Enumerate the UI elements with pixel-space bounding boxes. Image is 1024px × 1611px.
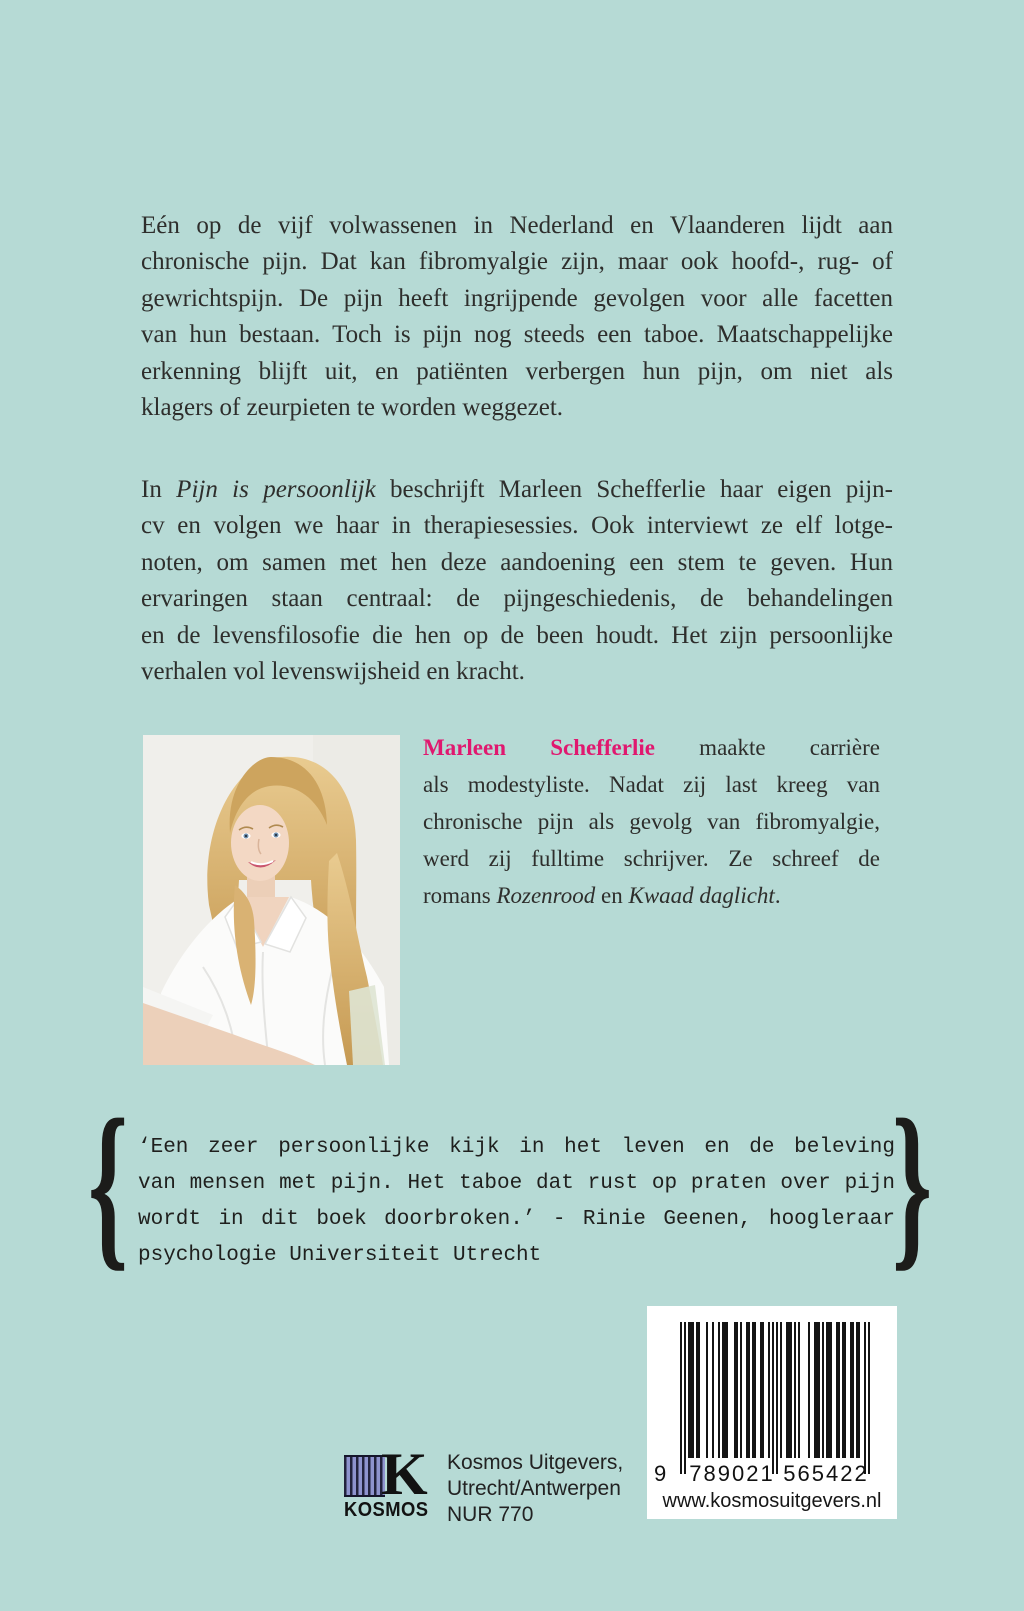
synopsis-line: ervaringen staan centraal: de pijngeschiedenis, de behandelingen [141, 585, 893, 613]
kosmos-logo-letter: K [381, 1441, 428, 1507]
synopsis-line: cv en volgen we haar in therapiesessies. Ook interviewt ze elf lotge- [141, 512, 893, 540]
synopsis-line: gewrichtspijn. De pijn heeft ingrijpende gevolgen voor alle facetten [141, 284, 893, 312]
novel-title-italic: Rozenrood [496, 882, 596, 908]
synopsis-line: en de levensfilosofie die hen op de been houdt. Het zijn persoonlijke [141, 621, 893, 649]
ean-barcode-icon [680, 1322, 870, 1474]
isbn-digit-group: 9 [654, 1461, 667, 1486]
text-segment: In [141, 476, 177, 503]
right-curly-brace: } [892, 1082, 933, 1287]
kosmos-stripes-icon [344, 1455, 385, 1497]
quote-line: van mensen met pijn. Het taboe dat rust op praten over pijn [138, 1172, 895, 1195]
author-photo [143, 735, 400, 1065]
kosmos-logo-wordmark: KOSMOS [344, 1499, 429, 1521]
publisher-info-line: Utrecht/Antwerpen [447, 1477, 621, 1501]
text-segment: beschrijft Marleen Schefferlie haar eigen pijn- [375, 476, 894, 503]
barcode-panel [647, 1306, 897, 1519]
publisher-info [447, 1450, 623, 1529]
novel-title-italic: Kwaad daglicht [628, 882, 775, 908]
isbn-digits [647, 1461, 897, 1487]
endorsement-quote [138, 1130, 895, 1274]
synopsis-line [141, 472, 893, 508]
quote-line: psychologie Universiteit Utrecht [138, 1244, 542, 1267]
isbn-digit-group: 565422 [783, 1461, 869, 1486]
left-curly-brace: { [88, 1082, 129, 1287]
author-name: Marleen Schefferlie [423, 735, 655, 760]
bio-line: chronische pijn als gevolg van fibromyalgie, [423, 808, 880, 834]
synopsis-line: noten, om samen met hen deze aandoening een stem te geven. Hun [141, 548, 893, 576]
publisher-url: www.kosmosuitgevers.nl [662, 1490, 882, 1512]
bio-line: werd zij fulltime schrijver. Ze schreef de [423, 845, 880, 871]
synopsis-line: van hun bestaan. Toch is pijn nog steeds een taboe. Maatschappelijke [141, 321, 893, 349]
synopsis-line: erkenning blijft uit, en patiënten verbergen hun pijn, om niet als [141, 357, 893, 385]
synopsis-line: verhalen vol levenswijsheid en kracht. [141, 658, 525, 686]
isbn-digit-group: 789021 [689, 1461, 775, 1486]
synopsis-paragraph-1 [141, 208, 893, 426]
synopsis-line: klagers of zeurpieten te worden weggezet. [141, 394, 564, 422]
text-segment: romans [423, 882, 497, 908]
quote-line: ‘Een zeer persoonlijke kijk in het leven en de beleving [138, 1136, 895, 1159]
bio-line [423, 878, 880, 915]
synopsis-line: chronische pijn. Dat kan fibromyalgie zijn, maar ook hoofd-, rug- of [141, 248, 893, 276]
author-bio [423, 730, 880, 915]
kosmos-logo [344, 1441, 464, 1521]
publisher-info-line: Kosmos Uitgevers, [447, 1451, 624, 1474]
text-segment: . [774, 882, 781, 908]
book-title-italic: Pijn is persoonlijk [176, 476, 376, 503]
synopsis-paragraph-2 [141, 472, 893, 690]
bio-line: als modestyliste. Nadat zij last kreeg van [423, 771, 880, 797]
text-segment: maakte carrière [654, 735, 881, 760]
publisher-info-line: NUR 770 [447, 1503, 534, 1527]
quote-line: wordt in dit boek doorbroken.’ - Rinie Geenen, hoogleraar [138, 1208, 895, 1231]
synopsis-line: Eén op de vijf volwassenen in Nederland en Vlaanderen lijdt aan [141, 212, 893, 239]
text-segment: en [595, 882, 629, 908]
bio-line [423, 730, 880, 767]
author-portrait-illustration [143, 735, 400, 1065]
